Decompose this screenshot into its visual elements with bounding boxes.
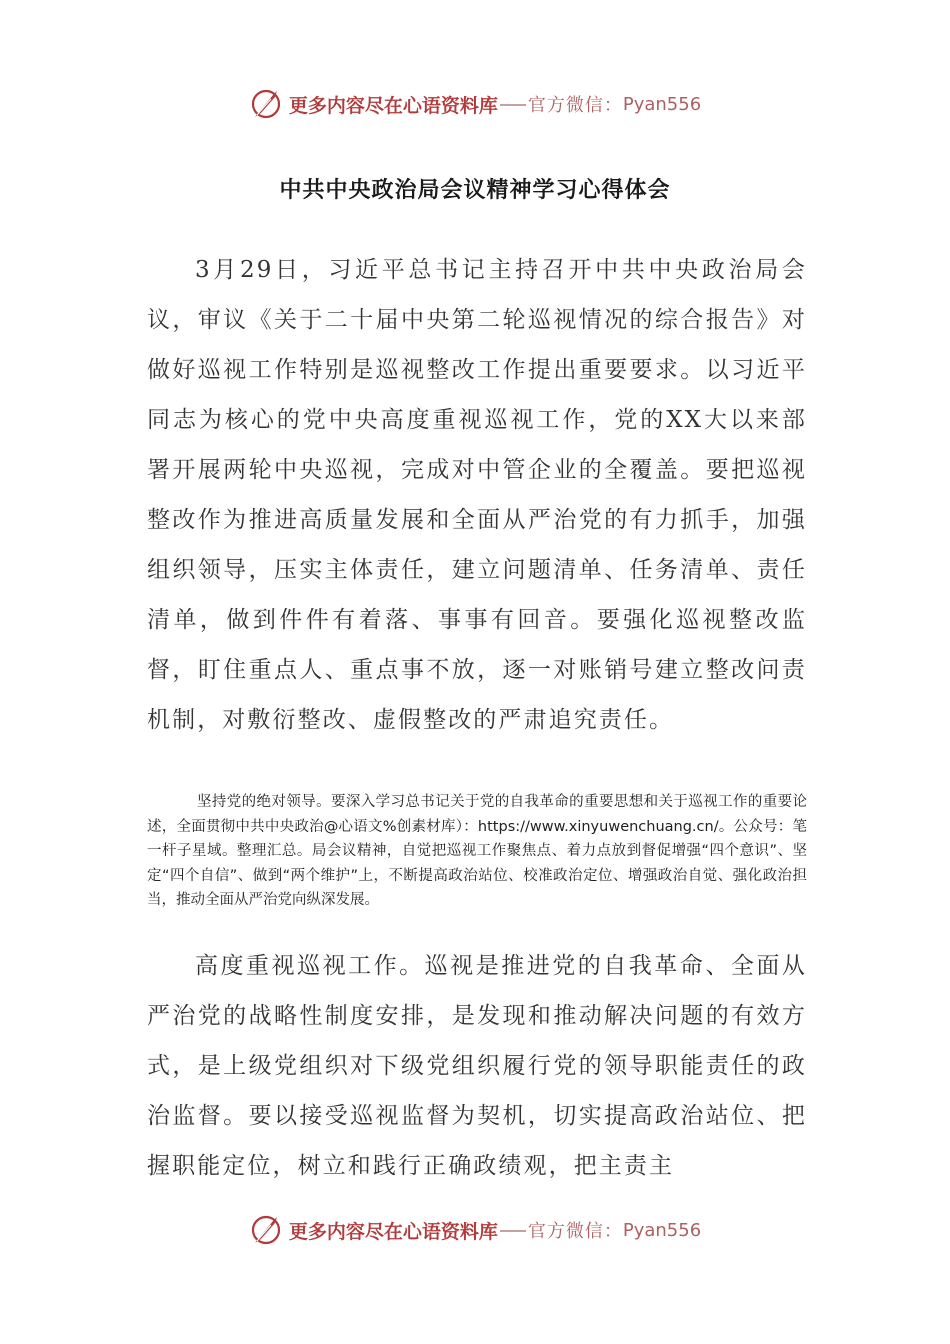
footer-banner <box>0 1208 950 1252</box>
paragraph-1: 3月29日，习近平总书记主持召开中共中央政治局会议，审议《关于二十届中央第二轮巡视情况的综合报告》对做好巡视工作特别是巡视整改工作提出重要要求。以习近平同志为核心的党中央高度重视巡视工作，党的XX大以来部署开展两轮中央巡视，完成对中管企业的全覆盖。要把巡视整改作为推进高质量发展和全面从严治党的有力抓手，加强组织领导，压实主体责任，建立问题清单、任务清单、责任清单，做到件件有着落、事事有回音。要强化巡视整改监督，盯住重点人、重点事不放，逐一对账销号建立整改问责机制，对敷衍整改、虚假整改的严肃追究责任。 <box>147 257 807 733</box>
wechat-id: Pyan556 <box>622 1219 702 1241</box>
quill-pen-logo-icon <box>249 1213 283 1247</box>
wechat-label: 官方微信： <box>527 95 623 116</box>
document-title: 中共中央政治局会议精神学习心得体会 <box>279 178 671 203</box>
brand-name: 更多内容尽在心语资料库 <box>288 94 498 117</box>
banner-dash <box>500 1230 526 1232</box>
wechat-id: Pyan556 <box>622 93 702 115</box>
quill-pen-logo-icon <box>249 87 283 121</box>
brand-name: 更多内容尽在心语资料库 <box>288 1220 498 1243</box>
paragraph-2: 坚持党的绝对领导。要深入学习总书记关于党的自我革命的重要思想和关于巡视工作的重要论述，全面贯彻中共中央政治@心语文%创素材库）：https://www.xinyuwenchuang.cn/。公众号：笔一杆子星域。整理汇总。局会议精神，自觉把巡视工作聚焦点、着力点放到督促增强“四个意识”、坚定“四个自信”、做到“两个维护”上，不断提高政治站位、校准政治定位、增强政治自觉、强化政治担当，推动全面从严治党向纵深发展。 <box>147 794 807 908</box>
header-banner <box>0 82 950 126</box>
banner-dash <box>500 104 526 106</box>
wechat-label: 官方微信： <box>527 1221 623 1242</box>
paragraph-3: 高度重视巡视工作。巡视是推进党的自我革命、全面从严治党的战略性制度安排，是发现和推动解决问题的有效方式，是上级党组织对下级党组织履行党的领导职能责任的政治监督。要以接受巡视监督为契机，切实提高政治站位、把握职能定位，树立和践行正确政绩观，把主责主 <box>147 953 807 1179</box>
